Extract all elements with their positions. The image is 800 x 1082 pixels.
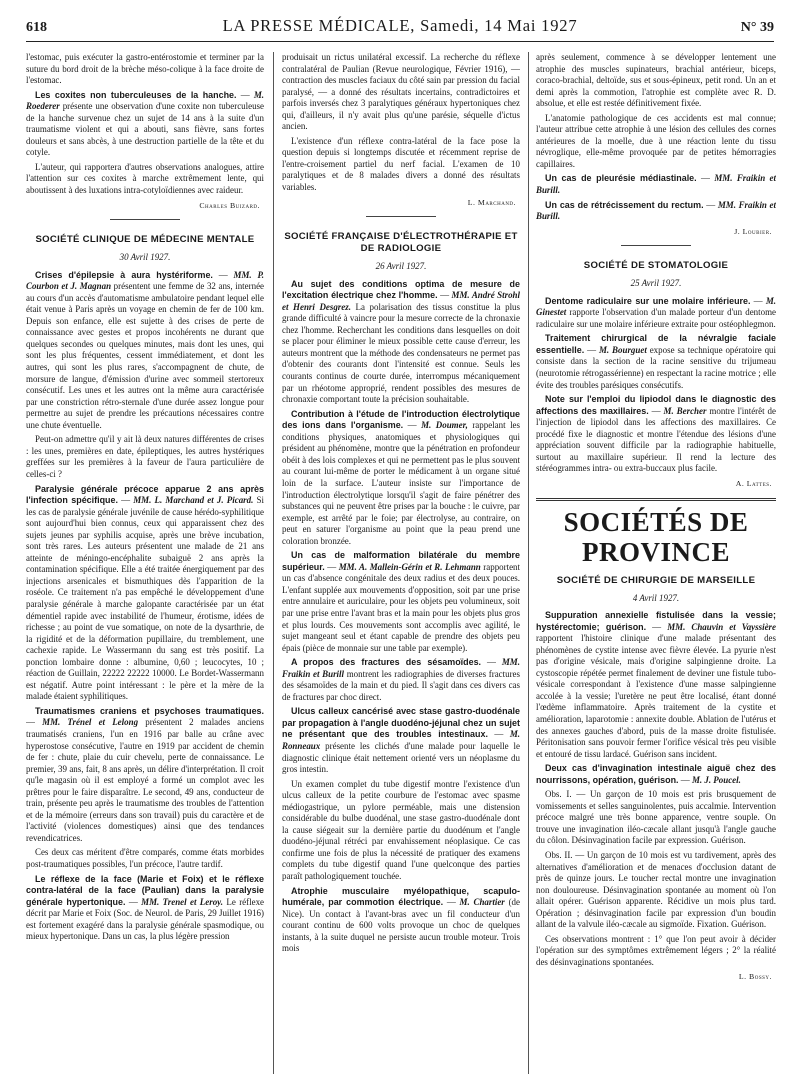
article-title: Note sur l'emploi du lipiodol dans le diagnostic des affections des maxillaires. (536, 394, 776, 416)
article-title: Crises d'épilepsie à aura hystériforme. (35, 269, 213, 280)
paragraph: l'estomac, puis exécuter la gastro-entérostomie et terminer par la suture du bord droit de la brèche méso-colique à la face droite de l'estomac. (26, 52, 264, 86)
article-invagination: Deux cas d'invagination intestinale aiguë chez des nourrissons, opération, guérison. — M. J. Poucel. (536, 763, 776, 785)
article-body: rappelant les conditions physiques, anatomiques et physiologiques qui président au phénomène, montre que la pénétration en profondeur obéit à des lois complexes et qui ne permettent pas le plus souvent au courant lui-même de porter le médicament à un organe situé loin de la surface. L'auteur insiste sur l'importance de l'introduction électrolytique lorsqu'il s'agit de faire pénétrer des substances qui ne peuvent être prises par la bouche : le cuivre, par exemple, est arrêté par le foie; par électrolyse, au contraire, on peut en saturer l'organisme au point que la peau prend une coloration bronzée. (282, 420, 520, 546)
article-pleuresie: Un cas de pleurésie médiastinale. — MM. Fraikin et Burill. (536, 173, 776, 196)
article-title: A propos des fractures des sésamoïdes. (291, 657, 482, 668)
society-heading: SOCIÉTÉ FRANÇAISE D'ÉLECTROTHÉRAPIE ET DE RADIOLOGIE (284, 231, 518, 255)
article-title: Le réflexe de la face (Marie et Foix) et le réflexe contra-latéral de la face (Paulian) dans la paralysie générale hypertonique. (26, 873, 264, 907)
article-author: M. Bourguet (598, 344, 647, 355)
article-body: rapportent un cas d'absence congénitale des deux radius et des deux pouces. L'enfant supplée aux mouvements d'opposition, soit par une prise entre annulaire et auriculaire, pour les objets peu volumineux, soit par une prise entre l'avant bras et la main pour les objets plus gros et plus lourds. Ces mouvements sont accomplis avec agilité, le sujet mangeant seul et étant capable de prendre des objets peu épais (pièce de monnaie sur une table par exemple). (282, 561, 520, 653)
paragraph: après seulement, commence à se développer lentement une atrophie des muscles supinateurs, brachial antérieur, biceps, coraco-brachial, deltoïde, sus et sous-épineux, petit rond. Un an et demi après la commotion, l'atrophie est complète avec R. D. absolue, et elle est restée définitivement fixée. (536, 52, 776, 109)
session-date: 4 Avril 1927. (632, 592, 680, 603)
article-lipiodol: Note sur l'emploi du lipiodol dans le diagnostic des affections des maxillaires. — M. Bercher montre l'intérêt de l'injection de lipiodol dans les affections des maxillaires. Ce procédé fixe le diagnostic et montre l'étendue des lésions d'une appréciation souvent difficile par la radiographie habituelle, surtout au maxillaire supérieur. Il rend la lecture des stéréogrammes intra- ou extra-buccaux plus facile. (536, 394, 776, 474)
article-reflexe: Le réflexe de la face (Marie et Foix) et le réflexe contra-latéral de la face (Paulian) dans la paralysie générale hypertonique. — MM. Trenel et Leroy. Le réflexe décrit par Marie et Foix (Soc. de Neurol. de Paris, 29 Juillet 1916) est fortement exagéré dans la paralysie générale spasmodique, ou mieux hypertonique. Dans un cas, la plus légère pression (26, 873, 264, 942)
observation: Ces observations montrent : 1° que l'on peut avoir à décider l'opération sur des symptômes extrêmement légers ; 2° la réalité des désinvaginations spontanées. (536, 933, 776, 967)
article-nevralgie: Traitement chirurgical de la névralgie faciale essentielle. — M. Bourguet expose sa technique opératoire qui consiste dans la section de la racine sensitive du trijumeau (neurotomie rétrogassérienne) en respectant la racine motrice ; elle évite des troubles parésiques consécutifs. (536, 333, 776, 390)
paragraph: L'existence d'un réflexe contra-latéral de la face pose la question depuis si longtemps discutée et récemment reprise de l'entre-croisement partiel du nerf facial. L'examen de 10 paralytiques et de 8 malades divers a donné des résultats variables. (282, 135, 520, 193)
column-rule (273, 52, 274, 1074)
article-body: expose sa technique opératoire qui consiste dans la section de la racine sensitive du trijumeau (neurotomie rétrogassérienne) en respectant la racine motrice ; elle évite des troubles parésiques consécutifs. (536, 344, 776, 390)
article-author: MM. A. Mallein-Gérin et R. Lehmann (338, 561, 481, 572)
article-body: rapporte l'observation d'un malade porteur d'un dentome radiculaire sur une molaire inférieure extraite pour ostéophlegmon. (536, 307, 776, 329)
journal-title: LA PRESSE MÉDICALE, Samedi, 14 Mai 1927 (222, 16, 578, 35)
article-author: M. Doumer, (421, 420, 468, 431)
paragraph: Un examen complet du tube digestif montre l'existence d'un ulcus calleux de la petite courbure de l'estomac avec spasme médiogastrique, un pylore perméable, mais une distension considérable du bulbe duodénal, une stase gastro-duodénale dont la cause siégeait sur la dernière partie du duodénum et l'angle duodéno-jéjunal rétréci par envahissement néoplasique. Ce cas confirme une fois de plus la nécessité de pratiquer des examens complets du tube digestif quand l'une quelconque des parties paraît pathologiquement touchée. (282, 778, 520, 881)
article-author: MM. Fraikin et Burill. (536, 173, 776, 196)
article-author: MM. P. Courbon et J. Magnan (26, 269, 264, 292)
signature: A. Lattes. (735, 478, 772, 488)
article-dentome: Dentome radiculaire sur une molaire inférieure. — M. Ginestet rapporte l'observation d'un malade porteur d'un dentome radiculaire sur une molaire inférieure extraite pour ostéophlegmon. (536, 295, 776, 329)
article-chronaxie: Au sujet des conditions optima de mesure de l'excitation électrique chez l'homme. — MM. André Strohl et Henri Desgrez. La polarisation des tissus constitue la plus grande difficulté à vaincre pour la mesure correcte de la chronaxie chez l'homme. Recherchant les conditions dans lesquelles on doit se placer pour éliminer le mieux possible cette cause d'erreur, les auteurs montrent que la méthode des condensateurs ne permet pas d'obtenir des courants dont l'intensité est connue. Seuls les courants continus de courte durée, interrompus mécaniquement par un rhéotome approprié, rendent possibles des mesures de chronaxie comportant toute la précision souhaitable. (282, 278, 520, 405)
article-body: rapportent l'histoire clinique d'une malade présentant des phénomènes de cystite intense avec fièvre élevée. La pyurie n'est pas d'origine vésicale, mais d'origine salpingienne droite. La cystoscopie répétée permet finalement de deviner une fistule tubo-vésicale correspondant à l'existence d'une masse salpingienne accolée à la vessie; l'uretère ne peut être localisé, étant donné l'œdème inflammatoire. Après traitement de la cystite et amélioration, laparotomie : annexite double. Ablation de l'utérus et des annexes gauches d'abord, puis de la masse droite fistulisée. Péritonisation sans pouvoir fermer l'orifice vésical très peu visible et entouré de tissu lardacé. Guérison sans incident. (536, 633, 776, 759)
article-title: Traitement chirurgical de la névralgie faciale essentielle. (536, 333, 776, 355)
article-author: M. Chartier (459, 897, 505, 908)
article-coxites: Les coxites non tuberculeuses de la hanche. — M. Roederer présente une observation d'une coxite non tuberculeuse de la hanche survenue chez un sujet de 14 ans à la suite d'un traumatisme violent et qui a abouti, sans fièvre, sans fortes douleurs et sans abcès, à une destruction partielle de la tête et du cotyle. (26, 89, 264, 158)
article-traumatismes: Traumatismes craniens et psychoses traumatiques. — MM. Trénel et Lelong présentent 2 malades anciens traumatisés craniens, l'un en 1916 par balle au crâne avec hyperostose consécutive, l'autre en 1919 par accident de chemin de fer : chute, plaie du cuir chevelu, perte de connaissance. Le premier, 39 ans, fait, 8 ans après, un délire d'interprétation. Il croit qu'le magasin où il est employé a formé un complot avec les prêtres pour le faire disparaître. Le second, 49 ans, conducteur de train, présente peu après le traumatisme des troubles de l'attention et de la mémoire (erreurs dans son travail) puis du caractère et de l'activité (violences domestiques) ainsi que des tendances revendicatrices. (26, 705, 264, 843)
article-body: Si les cas de paralysie générale juvénile de cause hérédo-syphilitique sont aujourd'hui bien connus, ceux qui apparaissent chez des sujets jeunes par syphilis acquise, après une brève incubation, sont très rares. Les auteurs présentent une malade de 21 ans atteinte de méningo-encéphalite subaiguë 2 ans après la contamination spécifique. Elle a été traitée énergiquement par des injections arsenicales et bismuthiques dès l'apparition de la roséole. Ce traitement n'a pas empêché le développement d'une paralysie générale à marche galopante caractérisée par un état démentiel rapide avec instabilité de l'humeur, érotisme, idées de richesse ; au point de vue somatique, on note de la dysarthrie, de la rigidité et de la déformation pupillaire, du tremblement, une cachexie rapide. Le Wassermann du sang est très positif. La ponction lombaire donne : albumine, 0,60 ; leucocytes, 10 ; réaction de Guillain, 22222 22222 10000. Le Bordet-Wassermann est négatif. Autre point intéressant : le père et la mère de la malade étaient syphilitiques. (26, 495, 264, 702)
article-author: MM. Fraikin et Burill. (536, 199, 776, 222)
article-author: M. Roederer (26, 89, 264, 112)
article-author: M. Ronneaux (282, 729, 520, 751)
section-title: SOCIÉTÉS DE PROVINCE (563, 506, 749, 567)
signature: L. Bossy. (738, 972, 772, 982)
article-sesamoides: A propos des fractures des sésamoïdes. — MM. Fraikin et Burill montrent les radiographies de diverses fractures des sésamoïdes de la main et du pied. Il s'agit dans ces divers cas de fractures par choc direct. (282, 657, 520, 702)
article-author: MM. Trenel et Leroy. (141, 896, 224, 907)
divider (366, 216, 436, 217)
article-author: MM. Fraikin et Burill (282, 657, 520, 679)
article-author: MM. Chauvin et Vayssière (667, 621, 776, 632)
session-date: 26 Avril 1927. (375, 261, 427, 272)
article-body: présente une observation d'une coxite non tuberculeuse de la hanche survenue chez un sujet de 14 ans à la suite d'un traumatisme violent et qui a abouti, sans fièvre, sans fortes douleurs et sans abcès, à une destruction partielle de la tête et du cotyle. (26, 101, 264, 158)
article-title: Atrophie musculaire myélopathique, scapulo-humérale, par commotion électrique. (282, 885, 520, 908)
article-rectum: Un cas de rétrécissement du rectum. — MM. Fraikin et Burill. (536, 199, 776, 222)
article-body: La polarisation des tissus constitue la plus grande difficulté à vaincre pour la mesure correcte de la chronaxie chez l'homme. Recherchant les conditions dans lesquelles on doit se placer pour éliminer le mieux possible cette cause d'erreur, les auteurs montrent que la méthode des condensateurs ne permet pas d'obtenir des courants dont l'intensité est connue. Seuls les courants continus de courte durée, interrompus mécaniquement par un rhéotome approprié, rendent possibles des mesures de chronaxie comportant toute la précision souhaitable. (282, 301, 520, 405)
article-ulcus: Ulcus calleux cancérisé avec stase gastro-duodénale par propagation à l'angle duodéno-jéjunal chez un sujet ne présentant que des troubles intestinaux. — M. Ronneaux présente les clichés d'une malade pour laquelle le diagnostic clinique était nettement orienté vers un néoplasme du gros intestin. (282, 706, 520, 775)
article-body: présentent une femme de 32 ans, internée au cours d'un accès d'automatisme ambulatoire pendant lequel elle était venue à Paris après un voyage en chemin de fer de 100 km. Depuis son enfance, elle est sujette à des crises de perte de connaissance avec gestes et propos incohérents ne durant que quelques secondes ou quelques minutes, mais dont les unes, qui sont les plus fréquentes, cessent immédiatement, et dont les autres, qui sont les plus rares, s'accompagnent de chute, de morsure de langue, d'émission d'urine avec sommeil stertoreux consécutif. Les unes et les autres ont la même aura caractérisée par une constriction rétro-sternale d'une durée assez longue pour permettre au sujet de prendre les précautions nécessaires contre une chute éventuelle. (26, 281, 264, 430)
divider (110, 219, 180, 220)
column-2 (282, 52, 520, 1074)
signature: Charles Buizard. (199, 200, 260, 210)
article-title: Au sujet des conditions optima de mesure de l'excitation électrique chez l'homme. (282, 278, 520, 301)
page-number: 618 (26, 20, 47, 35)
society-heading: SOCIÉTÉ DE CHIRURGIE DE MARSEILLE (556, 574, 756, 586)
article-author: MM. Trénel et Lelong (42, 717, 139, 728)
article-body: (de Nice). Un contact à l'avant-bras avec un fil conducteur d'un courant continu de 600 volts provoque un choc de quelques instants, à la suite duquel ne persiste aucun trouble moteur. Trois mois (282, 897, 520, 954)
article-atrophie: Atrophie musculaire myélopathique, scapulo-humérale, par commotion électrique. — M. Chartier (de Nice). Un contact à l'avant-bras avec un fil conducteur d'un courant continu de 600 volts provoque un choc de quelques instants, à la suite duquel ne persiste aucun trouble moteur. Trois mois (282, 885, 520, 954)
article-title: Un cas de malformation bilatérale du membre supérieur. (282, 550, 520, 572)
article-title: Contribution à l'étude de l'introduction électrolytique des ions dans l'organisme. (282, 408, 520, 431)
society-heading: SOCIÉTÉ CLINIQUE DE MÉDECINE MENTALE (35, 234, 255, 246)
signature: L. Marchand. (467, 197, 516, 207)
article-author: M. J. Poucel. (691, 774, 741, 785)
column-3 (536, 52, 776, 1074)
paragraph: Peut-on admettre qu'il y ait là deux natures différentes de crises : les unes, premières en date, épileptiques, les autres hystériques greffées sur les premières à la faveur de l'aura particulière de celles-ci ? (26, 434, 264, 479)
paragraph: L'auteur, qui rapportera d'autres observations analogues, attire l'attention sur ces coxites à marche extrêmement lente, qui aboutissent à des luxations intra-cotyloïdiennes avec raideur. (26, 161, 264, 196)
page-header (26, 10, 774, 42)
article-title: Les coxites non tuberculeuses de la hanche. (35, 89, 237, 100)
session-date: 30 Avril 1927. (119, 252, 171, 263)
article-title: Paralysie générale précoce apparue 2 ans après l'infection spécifique. (26, 483, 264, 506)
article-suppuration: Suppuration annexielle fistulisée dans la vessie; hystérectomie; guérison. — MM. Chauvin et Vayssière rapportent l'histoire clinique d'une malade présentant des phénomènes de cystite intense avec fièvre élevée. La pyurie n'est pas d'origine vésicale, mais d'origine salpingienne droite. La cystoscopie répétée permet finalement de deviner une fistule tubo-vésicale correspondant à l'existence d'une masse salpingienne accolée à la vessie; l'uretère ne peut être localisé, étant donné l'œdème inflammatoire. Après traitement de la cystite et amélioration, laparotomie : annexite double. Ablation de l'utérus et des annexes gauches d'abord, puis de la masse droite fistulisée. Péritonisation sans pouvoir fermer l'orifice vésical très peu visible et entouré de tissu lardacé. Guérison sans incident. (536, 610, 776, 759)
article-title: Traumatismes craniens et psychoses traumatiques. (35, 705, 264, 716)
signature: J. Loubier. (734, 226, 772, 236)
article-body: présentent 2 malades anciens traumatisés craniens, l'un en 1916 par balle au crâne avec hyperostose consécutive, l'autre en 1919 par accident de chemin de fer : chute, plaie du cuir chevelu, perte de connaissance. Le premier, 39 ans, fait, 8 ans après, un délire d'interprétation. Il croit qu'le magasin où il est employé a formé un complot avec les prêtres pour le faire disparaître. Le second, 49 ans, conducteur de train, présente peu après le traumatisme des troubles de l'attention et de la mémoire (erreurs dans son travail) puis du caractère et de l'activité (violences domestiques) ainsi que des tendances revendicatrices. (26, 717, 264, 843)
column-1 (26, 52, 264, 1074)
article-paralysie: Paralysie générale précoce apparue 2 ans après l'infection spécifique. — MM. L. Marchand et J. Picard. Si les cas de paralysie générale juvénile de cause hérédo-syphilitique sont aujourd'hui bien connus, ceux qui apparaissent chez des sujets jeunes par syphilis acquise, après une brève incubation, sont très rares. Les auteurs présentent une malade de 21 ans atteinte de méningo-encéphalite subaiguë 2 ans après la contamination spécifique. Elle a été traitée énergiquement par des injections arsenicales et bismuthiques dès l'apparition de la roséole. Ce traitement n'a pas empêché le développement d'une paralysie générale à marche galopante caractérisée par un état démentiel rapide avec instabilité de l'humeur, érotisme, idées de richesse ; au point de vue somatique, on note de la dysarthrie, de la rigidité et de la déformation pupillaire, du tremblement, une cachexie rapide. Le Wassermann du sang est très positif. La ponction lombaire donne : albumine, 0,60 ; leucocytes, 10 ; réaction de Guillain, 22222 22222 10000. Le Bordet-Wassermann est négatif. Autre point intéressant : le père et la mère de la malade étaient syphilitiques. (26, 483, 264, 702)
article-title: Un cas de rétrécissement du rectum. (545, 199, 704, 210)
observation: Obs. I. — Un garçon de 10 mois est pris brusquement de vomissements et selles sanguinolentes, puis accalmie. Intervention précoce malgré une très bonne apparence, ventre souple. On trouve une invagination iléo-cæcale allant jusqu'à l'angle gauche du côlon. Désinvagination facile par expression. Guérison. (536, 789, 776, 846)
double-rule (536, 498, 776, 501)
article-title: Suppuration annexielle fistulisée dans la vessie; hystérectomie; guérison. (536, 610, 776, 632)
column-rule (528, 52, 529, 1074)
article-author: MM. L. Marchand et J. Picard. (133, 495, 254, 506)
article-title: Dentome radiculaire sur une molaire inférieure. (545, 295, 751, 306)
article-ions: Contribution à l'étude de l'introduction électrolytique des ions dans l'organisme. — M. Doumer, rappelant les conditions physiques, anatomiques et physiologiques qui président au phénomène, montre que la pénétration en profondeur obéit à des lois complexes et qui ne permettent pas le plus souvent au courant lui-même de porter le médicament à un organe situé loin de la surface. L'auteur insiste sur l'importance de l'introduction électrolytique lorsqu'il s'agit de faire pénétrer des substances qui ne peuvent être prises par la bouche : le cuivre, par exemple, est arrêté par le foie; par électrolyse, au contraire, on peut en saturer l'organisme au point que la peau prend une coloration bronzée. (282, 408, 520, 546)
article-author: M. Bercher (663, 405, 707, 416)
article-body: montre l'intérêt de l'injection de lipiodol dans les affections des maxillaires. Ce procédé fixe le diagnostic et montre l'étendue des lésions d'une appréciation souvent difficile par la radiographie habituelle, surtout au maxillaire supérieur. Il rend la lecture des stéréogrammes intra- ou extra-buccaux plus facile. (536, 405, 776, 474)
article-malformation: Un cas de malformation bilatérale du membre supérieur. — MM. A. Mallein-Gérin et R. Lehmann rapportent un cas d'absence congénitale des deux radius et des deux pouces. L'enfant supplée aux mouvements d'opposition, soit par une prise entre annulaire et auriculaire, pour les objets peu volumineux, soit par une prise entre l'avant bras et la main pour les objets plus gros et plus lourds. Ces mouvements sont accomplis avec agilité, le sujet mangeant seul et étant capable de prendre des objets peu épais (pièce de monnaie sur une table par exemple). (282, 550, 520, 653)
article-body: Le réflexe décrit par Marie et Foix (Soc. de Neurol. de Paris, 29 Juillet 1916) est fortement exagéré dans la paralysie générale spasmodique, ou mieux hypertonique. Dans un cas, la plus légère pression (26, 896, 264, 942)
article-crises: Crises d'épilepsie à aura hystériforme. — MM. P. Courbon et J. Magnan présentent une femme de 32 ans, internée au cours d'un accès d'automatisme ambulatoire pendant lequel elle était venue à Paris après un voyage en chemin de fer de 100 km. Depuis son enfance, elle est sujette à des crises de perte de connaissance avec gestes et propos incohérents ne durant que quelques secondes ou quelques minutes, mais dont les unes, qui sont les plus fréquentes, cessent immédiatement, et dont les autres, qui sont les plus rares, s'accompagnent de chute, de morsure de langue, d'émission d'urine avec sommeil stertoreux consécutif. Les unes et les autres ont la même aura caractérisée par une constriction rétro-sternale d'une durée assez longue pour permettre au sujet de prendre les précautions nécessaires contre une chute éventuelle. (26, 269, 264, 430)
issue-number: N° 39 (740, 20, 774, 35)
session-date: 25 Avril 1927. (630, 278, 682, 289)
article-author: M. Ginestet (536, 295, 776, 318)
article-title: Un cas de pleurésie médiastinale. (545, 173, 697, 184)
article-title: Ulcus calleux cancérisé avec stase gastro-duodénale par propagation à l'angle duodéno-jéjunal chez un sujet ne présentant que des troubles intestinaux. (282, 706, 520, 740)
article-author: MM. André Strohl et Henri Desgrez. (282, 290, 520, 312)
divider (621, 245, 691, 246)
paragraph: Ces deux cas méritent d'être comparés, comme états morbides post-traumatiques possibles, l'un précoce, l'autre tardif. (26, 847, 264, 869)
paragraph: L'anatomie pathologique de ces accidents est mal connue; l'auteur attribue cette atrophie à une lésion des cellules des cornes antérieures de la moelle, due à une réaction lente du tissu névroglique, elle-même provoquée par de petites hémorragies capillaires. (536, 112, 776, 169)
article-title: Deux cas d'invagination intestinale aiguë chez des nourrissons, opération, guérison. (536, 763, 776, 785)
article-body: montrent les radiographies de diverses fractures des sésamoïdes de la main et du pied. Il s'agit dans ces divers cas de fractures par choc direct. (282, 668, 520, 702)
paragraph: produisait un rictus unilatéral excessif. La recherche du réflexe contralatéral de Paulian (Revue neurologique, Février 1916), — contraction des muscles faciaux du côté sain par pression du facial paralysé, — a donné des résultats incertains, contradictoires et parfois inversés chez 3 paralytiques généraux hypertoniques chez qui, d'ailleurs, il n'y avait plus qu'une parésie, séquelle d'ictus ancien. (282, 52, 520, 132)
observation: Obs. II. — Un garçon de 10 mois est vu tardivement, après des alternatives d'amélioration et de menaces d'occlusion datant de près de quinze jours. Le toucher rectal montre une invagination non douloureuse. Désinvagination spontanée au moment où l'on allait opérer. Guérison apparente. Récidive un mois plus tard. Opération ; désinvagination facile par expression d'un boudin allant de la valvule iléo-cæcale au sigmoïde. Fixation. Guérison. (536, 849, 776, 930)
society-heading: SOCIÉTÉ DE STOMATOLOGIE (583, 260, 729, 272)
article-body: présente les clichés d'une malade pour laquelle le diagnostic clinique était nettement orienté vers un néoplasme du gros intestin. (282, 740, 520, 775)
